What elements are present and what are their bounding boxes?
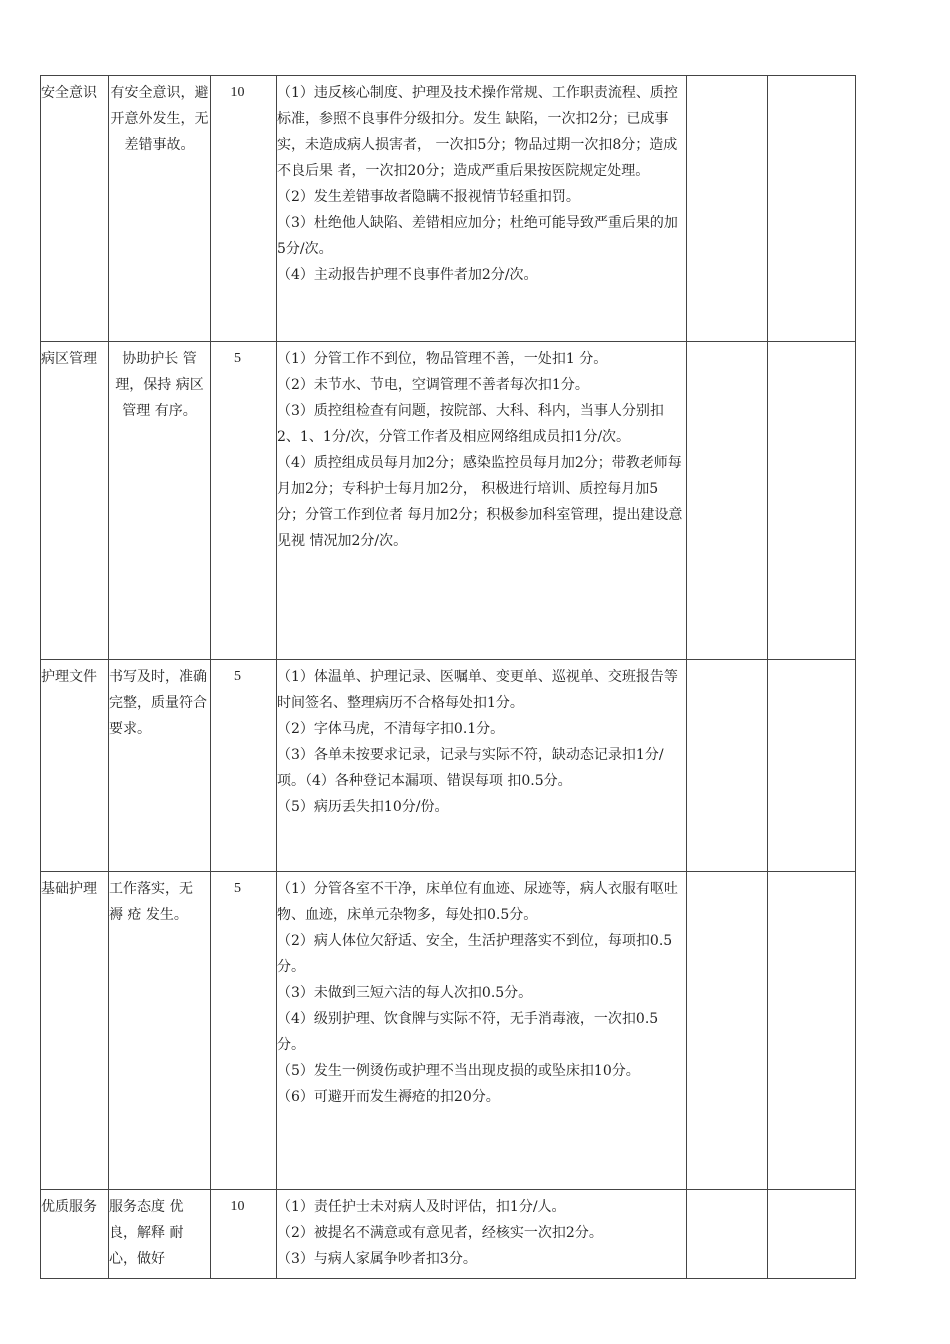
detail-item: （1）责任护士未对病人及时评估，扣1分/人。 (277, 1199, 566, 1215)
detail-item: （1）违反核心制度、护理及技术操作常规、工作职责流程、质控标准，参照不良事件分级扣分。发生 缺陷，一次扣2分；已成事实，未造成病人损害者， 一次扣5分；物品过期一次扣8分；造成不良后果 者，一次扣20分；造成严重后果按医院规定处理。 (277, 85, 678, 179)
detail-item: （5）发生一例烫伤或护理不当出现皮损的或坠床扣10分。 (277, 1063, 640, 1079)
detail-item: （4）质控组成员每月加2分；感染监控员每月加2分；带教老师每月加2分；专科护士每月加2分， 积极进行培训、质控每月加5分；分管工作到位者 每月加2分；积极参加科室管理，提出建设意见视 情况加2分/次。 (277, 455, 683, 549)
score-blank-cell[interactable] (687, 76, 768, 342)
detail-item: （2）病人体位欠舒适、安全，生活护理落实不到位，每项扣0.5分。 (277, 933, 673, 975)
table-row (41, 342, 856, 660)
score-value: 5 (234, 351, 241, 366)
score-value: 5 (234, 881, 241, 896)
table-row (41, 872, 856, 1190)
criteria-cell: 服务态度 优良，解释 耐心，做好 (109, 1190, 211, 1279)
detail-item: （1）分管各室不干净，床单位有血迹、尿迹等，病人衣服有呕吐物、血迹，床单元杂物多，每处扣0.5分。 (277, 881, 678, 923)
score-value: 5 (234, 669, 241, 684)
detail-item: （3）各单未按要求记录，记录与实际不符，缺动态记录扣1分/项。（4）各种登记本漏项、错误每项 扣0.5分。 (277, 747, 664, 789)
score-blank-cell[interactable] (687, 660, 768, 872)
category-cell: 护理文件 (41, 660, 109, 872)
detail-item: （4）主动报告护理不良事件者加2分/次。 (277, 267, 538, 283)
category-cell: 安全意识 (41, 76, 109, 342)
criteria-cell: 有安全意识，避开意外发生，无差错事故。 (109, 76, 211, 342)
score-blank-cell[interactable] (687, 342, 768, 660)
table-row (41, 76, 856, 342)
score-cell (211, 872, 277, 1190)
category-cell: 病区管理 (41, 342, 109, 660)
detail-item: （3）未做到三短六洁的每人次扣0.5分。 (277, 985, 533, 1001)
detail-item: （3）质控组检查有问题，按院部、大科、科内，当事人分别扣2、1、1分/次，分管工作者及相应网络组成员扣1分/次。 (277, 403, 664, 445)
remark-blank-cell[interactable] (768, 1190, 856, 1279)
criteria-cell: 协助护长 管理，保持 病区管理 有序。 (109, 342, 211, 660)
criteria-cell: 工作落实，无 褥 疮 发生。 (109, 872, 211, 1190)
table-row (41, 1190, 856, 1279)
score-value: 10 (230, 1199, 245, 1214)
detail-item: （2）字体马虎，不清每字扣0.1分。 (277, 721, 505, 737)
category-cell: 基础护理 (41, 872, 109, 1190)
evaluation-table (40, 75, 856, 1279)
detail-item: （1）体温单、护理记录、医嘱单、变更单、巡视单、交班报告等时间签名、整理病历不合格每处扣1分。 (277, 669, 678, 711)
category-cell: 优质服务 (41, 1190, 109, 1279)
criteria-cell: 书写及时，准确完整，质量符合要求。 (109, 660, 211, 872)
detail-item: （4）级别护理、饮食牌与实际不符，无手消毒液，一次扣0.5分。 (277, 1011, 659, 1053)
score-cell (211, 1190, 277, 1279)
detail-item: （5）病历丢失扣10分/份。 (277, 799, 449, 815)
score-cell (211, 342, 277, 660)
score-blank-cell[interactable] (687, 1190, 768, 1279)
detail-cell (277, 76, 687, 342)
score-blank-cell[interactable] (687, 872, 768, 1190)
detail-item: （3）与病人家属争吵者扣3分。 (277, 1251, 477, 1267)
detail-cell (277, 660, 687, 872)
remark-blank-cell[interactable] (768, 660, 856, 872)
detail-cell (277, 342, 687, 660)
detail-item: （2）发生差错事故者隐瞒不报视情节轻重扣罚。 (277, 189, 580, 205)
detail-item: （2）未节水、节电，空调管理不善者每次扣1分。 (277, 377, 589, 393)
detail-item: （1）分管工作不到位，物品管理不善，一处扣1 分。 (277, 351, 608, 367)
score-value: 10 (230, 85, 245, 100)
detail-item: （3）杜绝他人缺陷、差错相应加分；杜绝可能导致严重后果的加5分/次。 (277, 215, 678, 257)
remark-blank-cell[interactable] (768, 342, 856, 660)
detail-item: （6）可避开而发生褥疮的扣20分。 (277, 1089, 500, 1105)
table-row (41, 660, 856, 872)
score-cell (211, 660, 277, 872)
remark-blank-cell[interactable] (768, 76, 856, 342)
detail-cell (277, 1190, 687, 1279)
detail-item: （2）被提名不满意或有意见者，经核实一次扣2分。 (277, 1225, 603, 1241)
detail-cell (277, 872, 687, 1190)
score-cell (211, 76, 277, 342)
remark-blank-cell[interactable] (768, 872, 856, 1190)
